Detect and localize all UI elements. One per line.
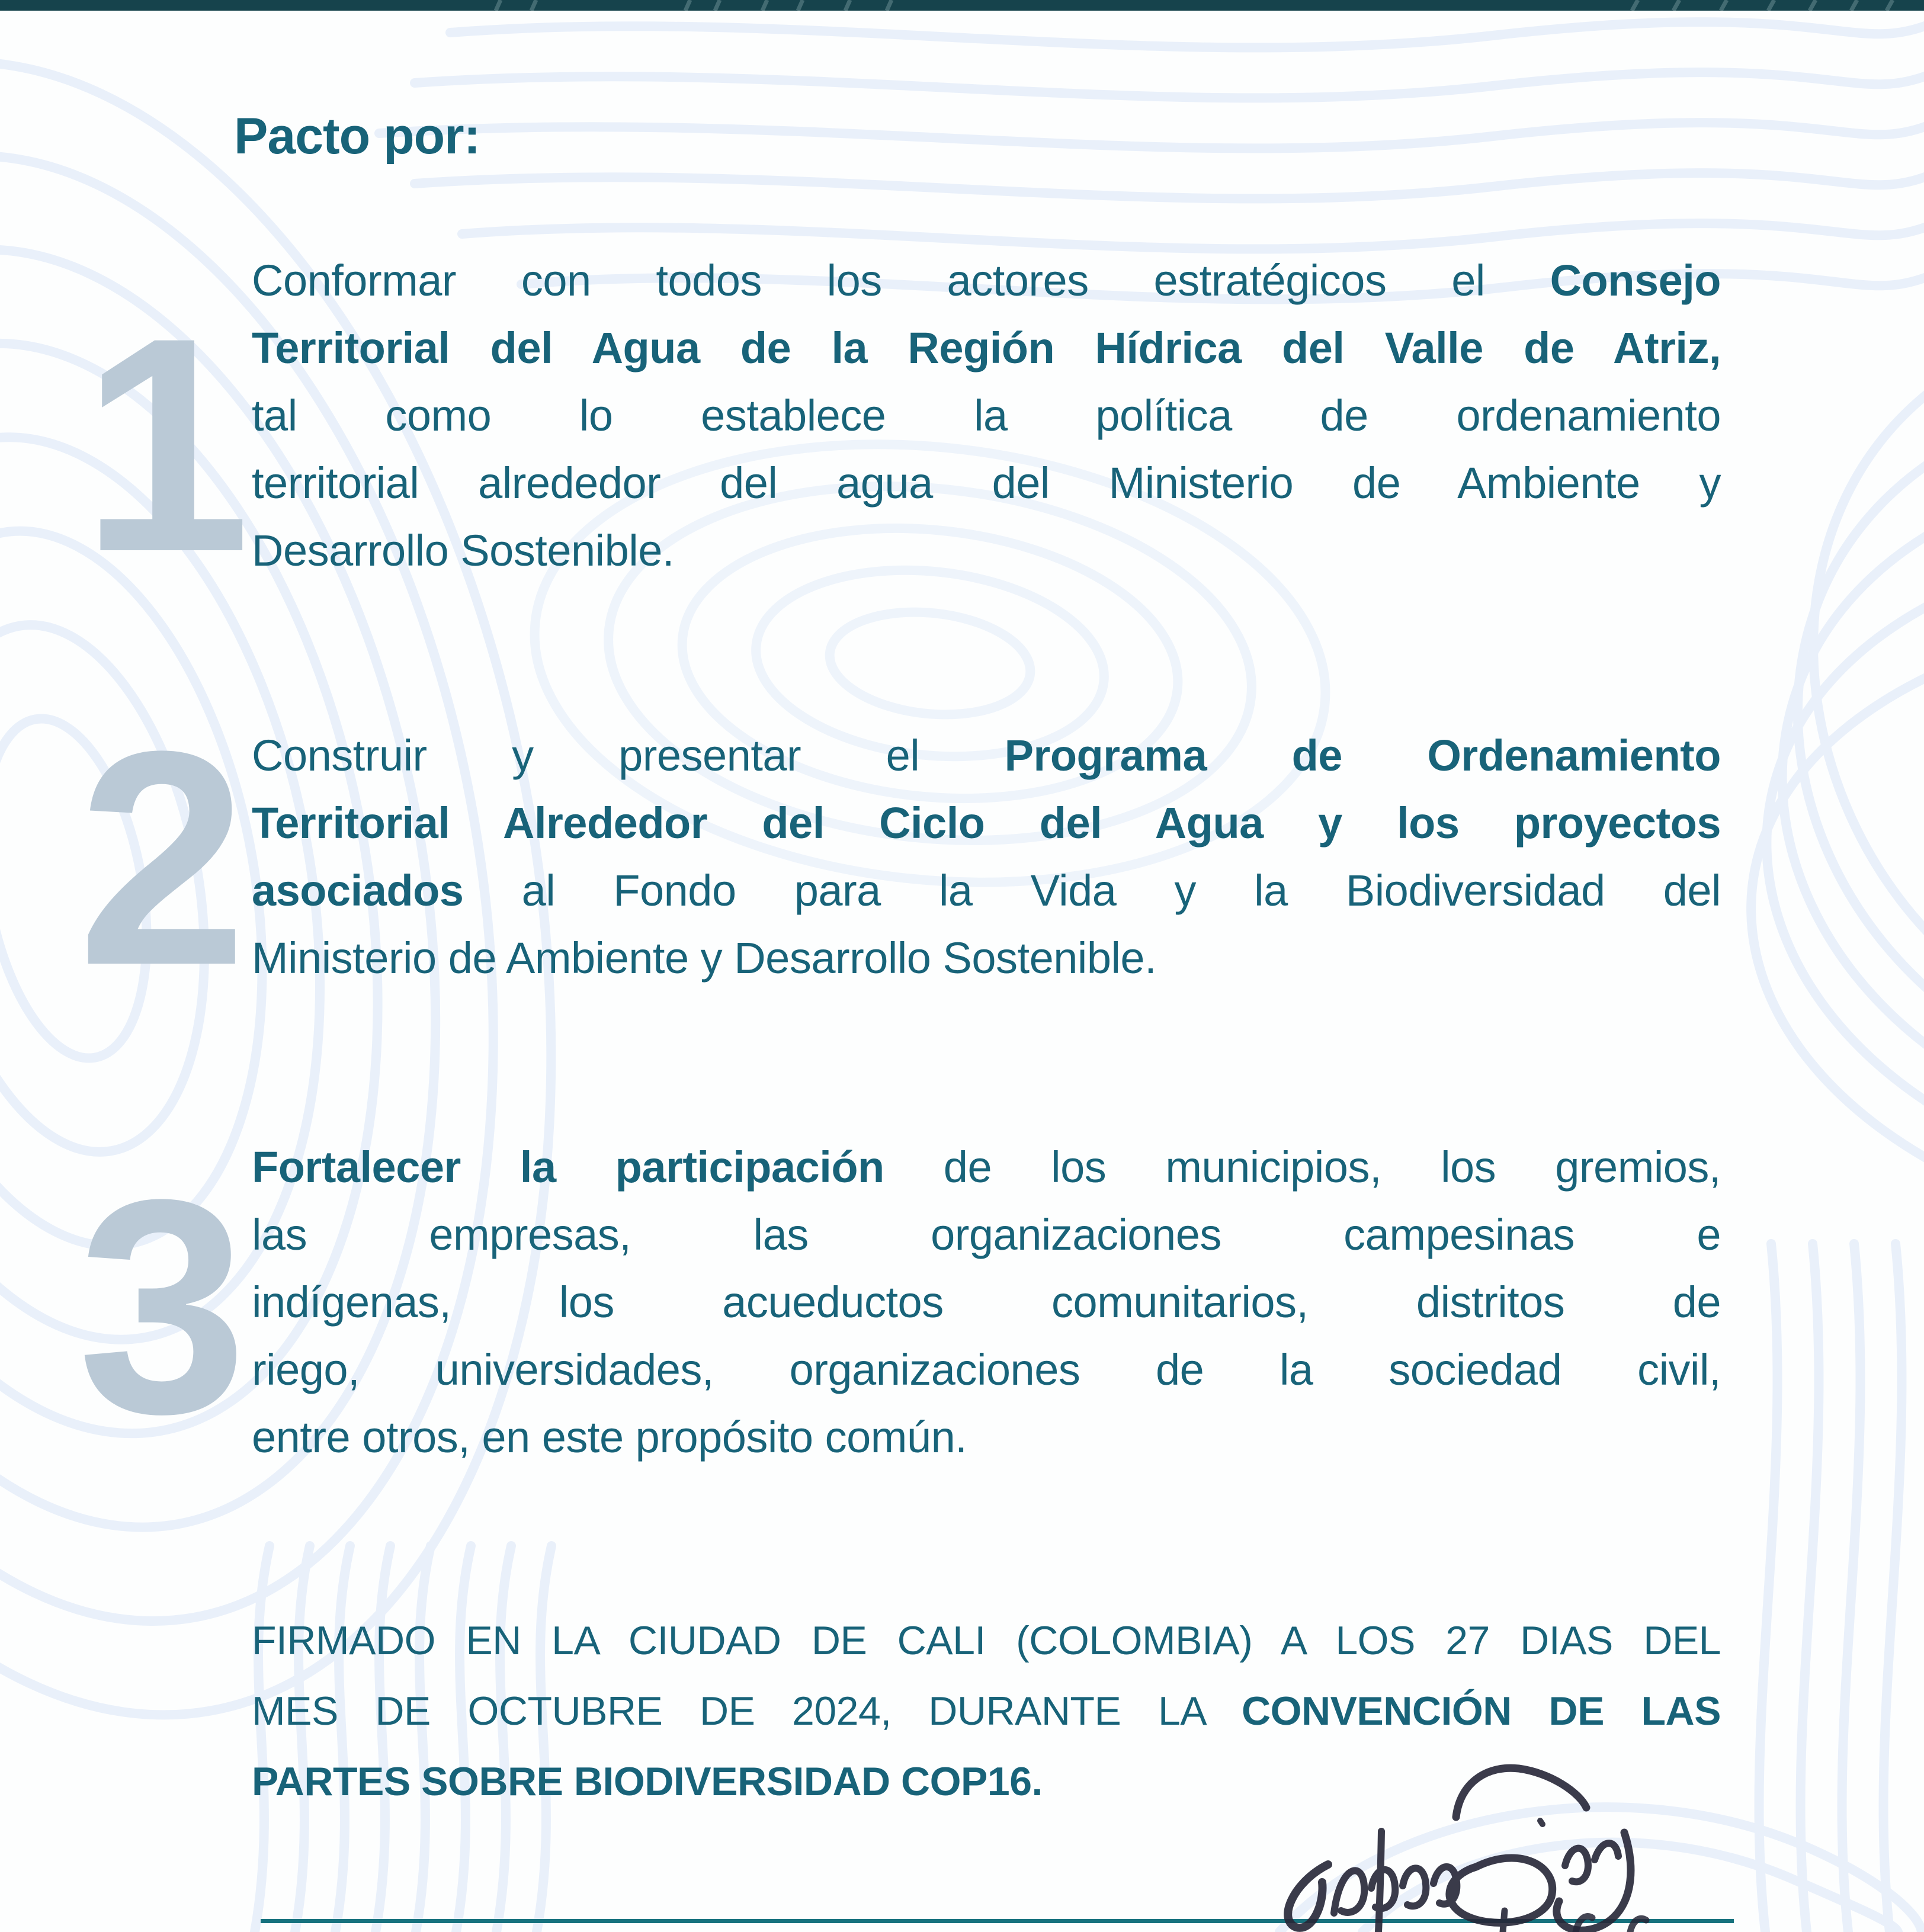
text-line	[252, 450, 1721, 517]
text-line	[252, 382, 1721, 450]
page-title: Pacto por:	[234, 108, 480, 165]
bold-text-segment: Territorial del Agua de la Región Hídrica del Valle de Atriz,	[252, 323, 1721, 373]
bold-text-segment: CONVENCIÓN DE LAS	[1241, 1689, 1721, 1734]
text-segment: entre otros, en este propósito común.	[252, 1413, 967, 1462]
text-line	[252, 1676, 1721, 1747]
text-segment: indígenas, los acueductos comunitarios, distritos de	[252, 1278, 1721, 1327]
text-line	[252, 1134, 1721, 1201]
text-line	[252, 1747, 1721, 1817]
item-2-text	[252, 722, 1721, 992]
text-line	[252, 1404, 1721, 1471]
item-3-text	[252, 1134, 1721, 1471]
text-line	[252, 517, 1721, 585]
text-segment: riego, universidades, organizaciones de la sociedad civil,	[252, 1345, 1721, 1394]
text-segment: tal como lo establece la política de ordenamiento	[252, 391, 1721, 440]
text-line	[252, 1201, 1721, 1269]
text-segment: territorial alrededor del agua del Ministerio de Ambiente y	[252, 458, 1721, 508]
item-2-number: 2	[78, 688, 248, 1029]
closing-statement	[252, 1606, 1721, 1817]
text-line	[252, 857, 1721, 925]
text-line	[252, 1269, 1721, 1336]
bold-text-segment: PARTES SOBRE BIODIVERSIDAD COP16.	[252, 1759, 1043, 1804]
text-line	[252, 722, 1721, 790]
text-line	[252, 1606, 1721, 1676]
text-segment: Ministerio de Ambiente y Desarrollo Sostenible.	[252, 933, 1157, 983]
text-segment: FIRMADO EN LA CIUDAD DE CALI (COLOMBIA) A LOS 27 DIAS DEL	[252, 1618, 1721, 1663]
bold-text-segment: Programa de Ordenamiento	[1004, 731, 1721, 780]
text-line	[252, 790, 1721, 857]
item-3-number: 3	[78, 1137, 248, 1477]
item-1-text	[252, 247, 1721, 585]
text-segment: Conformar con todos los actores estratégicos el	[252, 256, 1550, 305]
signature-rule	[261, 1919, 1734, 1923]
top-bar-texture-lines	[0, 0, 1924, 11]
text-segment: de los municipios, los gremios,	[884, 1142, 1721, 1192]
bold-text-segment: Fortalecer la participación	[252, 1142, 884, 1192]
item-1-number: 1	[81, 275, 251, 615]
text-segment: MES DE OCTUBRE DE 2024, DURANTE LA	[252, 1689, 1242, 1734]
bold-text-segment: Consejo	[1550, 256, 1721, 305]
text-line	[252, 314, 1721, 382]
text-line	[252, 925, 1721, 992]
text-segment: al Fondo para la Vida y la Biodiversidad del	[463, 866, 1721, 915]
text-line	[252, 1336, 1721, 1404]
text-segment: las empresas, las organizaciones campesinas e	[252, 1210, 1721, 1259]
bold-text-segment: asociados	[252, 866, 464, 915]
top-border-bar	[0, 0, 1924, 11]
text-segment: Desarrollo Sostenible.	[252, 526, 674, 575]
text-line	[252, 247, 1721, 314]
text-segment: Construir y presentar el	[252, 731, 1005, 780]
bold-text-segment: Territorial Alrededor del Ciclo del Agua y los proyectos	[252, 798, 1721, 848]
